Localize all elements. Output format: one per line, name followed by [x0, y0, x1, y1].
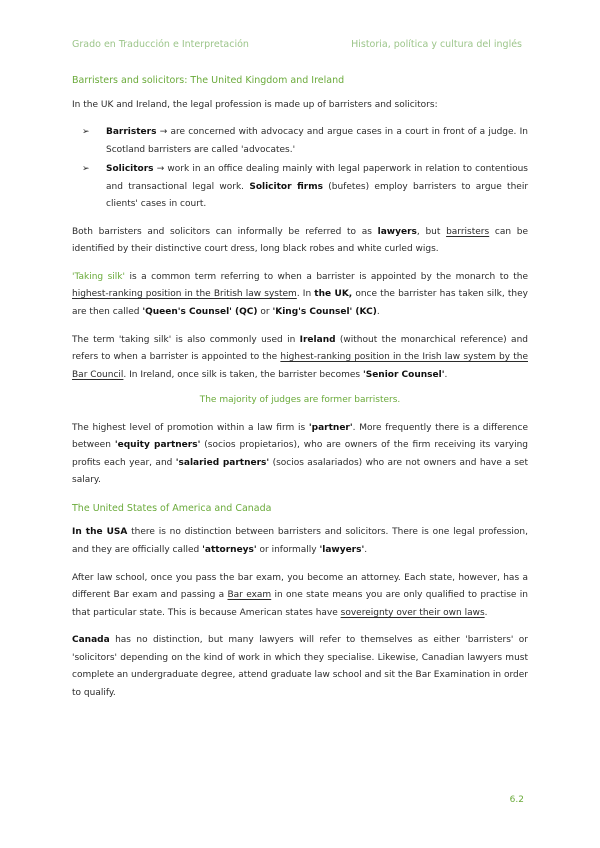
bold-text: Ireland [299, 334, 336, 345]
text: . [484, 607, 488, 618]
text: (socios asalariados) who are not owners and have a set salary. [72, 457, 528, 486]
term-barristers: Barristers [106, 127, 157, 138]
bold-text: 'Queen's Counsel' (QC) [142, 306, 258, 317]
bold-lawyers: lawyers [377, 226, 417, 237]
bold-text: Canada [72, 635, 110, 646]
bold-text: 'salaried partners' [175, 457, 270, 468]
bullet-barristers [82, 124, 528, 159]
term-solicitor-firms: Solicitor firms [249, 181, 323, 192]
page-content [72, 72, 528, 712]
paragraph-partners [72, 420, 528, 490]
arrow-bullet-icon: ➢ [82, 164, 90, 175]
header-left: Grado en Traducción e Interpretación [72, 39, 249, 50]
bullet-solicitors [82, 161, 528, 214]
text: Both barristers and solicitors can informally be referred to as [72, 226, 378, 237]
text: After law school, once you pass the bar exam, you become an attorney. Each state, however, has a different Bar exam and passing a [72, 572, 528, 601]
term-solicitors: Solicitors [106, 164, 154, 175]
text: . More frequently there is a difference between [72, 422, 528, 451]
text: in one state means you are only qualified to practise in that particular state. This is because American states have [72, 590, 528, 618]
text: . [364, 544, 368, 555]
underline-barristers: barristers [446, 226, 490, 237]
text: . [376, 306, 380, 317]
paragraph-taking-silk [72, 269, 528, 322]
text: The term 'taking silk' is also commonly used in [72, 334, 300, 345]
bullet-text: (bufetes) employ barristers to argue their clients' cases in court. [106, 181, 529, 210]
paragraph-lawyers [72, 224, 528, 259]
bold-text: 'partner' [308, 422, 353, 433]
text: once the barrister has taken silk, they are then called [72, 289, 528, 317]
header-right: Historia, política y cultura del inglés [351, 39, 522, 50]
text: or informally [256, 544, 320, 555]
bold-text: 'lawyers' [319, 544, 365, 555]
page-header [72, 39, 522, 50]
intro-paragraph: In the UK and Ireland, the legal profession is made up of barristers and solicitors: [72, 99, 438, 110]
text: . In Ireland, once silk is taken, the barrister becomes [123, 369, 363, 380]
underline-text: highest-ranking position in the Irish law system by the Bar Council [72, 352, 528, 380]
text: is a common term referring to when a barrister is appointed by the monarch to the [124, 271, 528, 282]
underline-text: sovereignty over their own laws [340, 607, 485, 618]
text: . In [296, 289, 315, 300]
text: . [444, 369, 448, 380]
section-title-usa-canada: The United States of America and Canada [72, 502, 272, 514]
page-number: 6.2 [509, 795, 524, 805]
bold-text: 'equity partners' [114, 440, 201, 451]
paragraph-canada [72, 632, 528, 702]
text: has no distinction, but many lawyers will refer to themselves as either 'barristers' or 'solicitors' depending on the kind of work in which they specialise. Likewise, Canadian lawyers must complete an undergraduate degree, attend graduate law school and sit the Bar Examination in order to qualify. [72, 635, 528, 698]
bold-text: In the USA [72, 527, 128, 538]
text: can be identified by their distinctive court dress, long black robes and white curled wigs. [72, 226, 528, 255]
bold-text: 'Senior Counsel' [362, 369, 445, 380]
bold-text: the UK, [314, 289, 353, 300]
text: The highest level of promotion within a law firm is [72, 422, 309, 433]
text: or [257, 306, 273, 317]
text: (without the monarchical reference) and refers to when a barrister is appointed to the [72, 334, 528, 363]
underline-text: highest-ranking position in the British law system [72, 289, 297, 300]
paragraph-bar-exam [72, 570, 528, 623]
bullet-list [72, 124, 528, 214]
arrow-bullet-icon: ➢ [82, 127, 90, 138]
bullet-text: → work in an office dealing mainly with legal paperwork in relation to contentious and transactional legal work. [106, 164, 528, 192]
text: , but [416, 226, 447, 237]
section-title-uk-ireland: Barristers and solicitors: The United Kingdom and Ireland [72, 75, 345, 86]
paragraph-usa [72, 524, 528, 559]
bold-text: 'King's Counsel' (KC) [272, 306, 377, 317]
bullet-text: → are concerned with advocacy and argue cases in a court in front of a judge. In Scotland barristers are called 'advocates.' [106, 127, 528, 155]
text: there is no distinction between barristers and solicitors. There is one legal profession, and they are officially called [72, 527, 529, 555]
highlight-taking-silk: 'Taking silk' [72, 271, 125, 282]
bold-text: 'attorneys' [202, 544, 257, 555]
text: (socios propietarios), who are owners of the firm receiving its varying profits each year, and [72, 440, 528, 468]
paragraph-ireland [72, 332, 528, 385]
underline-text: Bar exam [227, 590, 272, 601]
centered-note: The majority of judges are former barristers. [199, 395, 401, 406]
